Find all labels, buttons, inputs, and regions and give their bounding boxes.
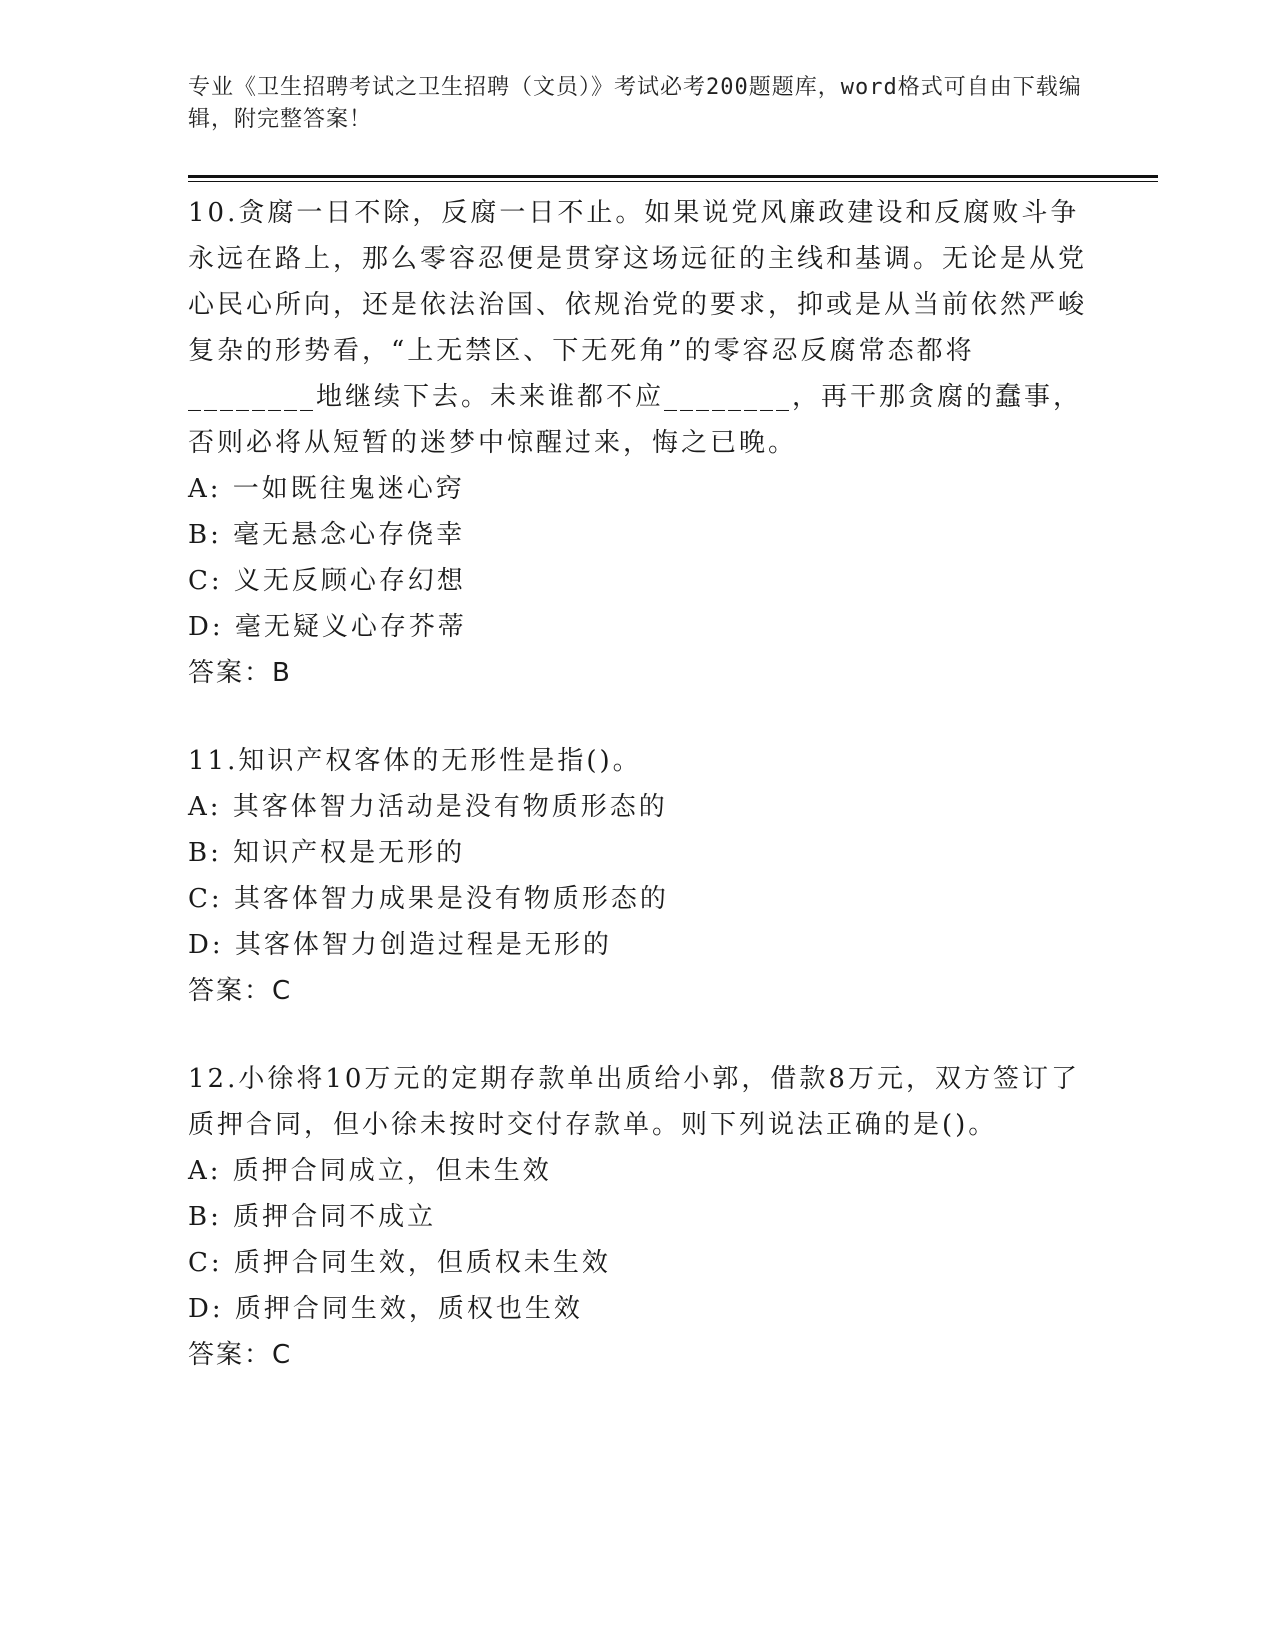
question-12	[188, 1056, 1088, 1378]
option-b: B: 毫无悬念心存侥幸	[188, 520, 466, 550]
header-rule-thick	[188, 175, 1158, 178]
option-a: A: 其客体智力活动是没有物质形态的	[188, 792, 668, 822]
option-a: A: 一如既往鬼迷心窍	[188, 474, 465, 504]
option-b: B: 质押合同不成立	[188, 1202, 437, 1232]
option-d: D: 其客体智力创造过程是无形的	[188, 930, 612, 960]
option-d: D: 毫无疑义心存芥蒂	[188, 612, 467, 642]
option-b: B: 知识产权是无形的	[188, 838, 466, 868]
document-header: 专业《卫生招聘考试之卫生招聘（文员）》考试必考200题题库，word格式可自由下载编辑，附完整答案！	[188, 75, 1082, 132]
header-rule-thin	[188, 181, 1158, 182]
question-stem: 12.小徐将10万元的定期存款单出质给小郭，借款8万元，双方签订了质押合同，但小徐未按时交付存款单。则下列说法正确的是()。	[188, 1064, 1080, 1140]
question-stem: 11.知识产权客体的无形性是指()。	[188, 746, 642, 776]
question-list	[188, 190, 1088, 1378]
question-11	[188, 738, 1088, 1014]
option-c: C: 义无反顾心存幻想	[188, 566, 466, 596]
option-c: C: 其客体智力成果是没有物质形态的	[188, 884, 669, 914]
option-d: D: 质押合同生效，质权也生效	[188, 1294, 583, 1324]
option-c: C: 质押合同生效，但质权未生效	[188, 1248, 611, 1278]
answer: 答案：C	[188, 1340, 293, 1370]
answer: 答案：C	[188, 976, 293, 1006]
question-10	[188, 190, 1088, 696]
answer: 答案：B	[188, 658, 292, 688]
option-a: A: 质押合同成立，但未生效	[188, 1156, 552, 1186]
question-stem: 10.贪腐一日不除，反腐一日不止。如果说党风廉政建设和反腐败斗争永远在路上，那么零容忍便是贯穿这场远征的主线和基调。无论是从党心民心所向，还是依法治国、依规治党的要求，抑或是从当前依然严峻复杂的形势看，“上无禁区、下无死角”的零容忍反腐常态都将________地继续下去。未来谁都不应________，再干那贪腐的蠢事，否则必将从短暂的迷梦中惊醒过来，悔之已晚。	[188, 198, 1088, 458]
